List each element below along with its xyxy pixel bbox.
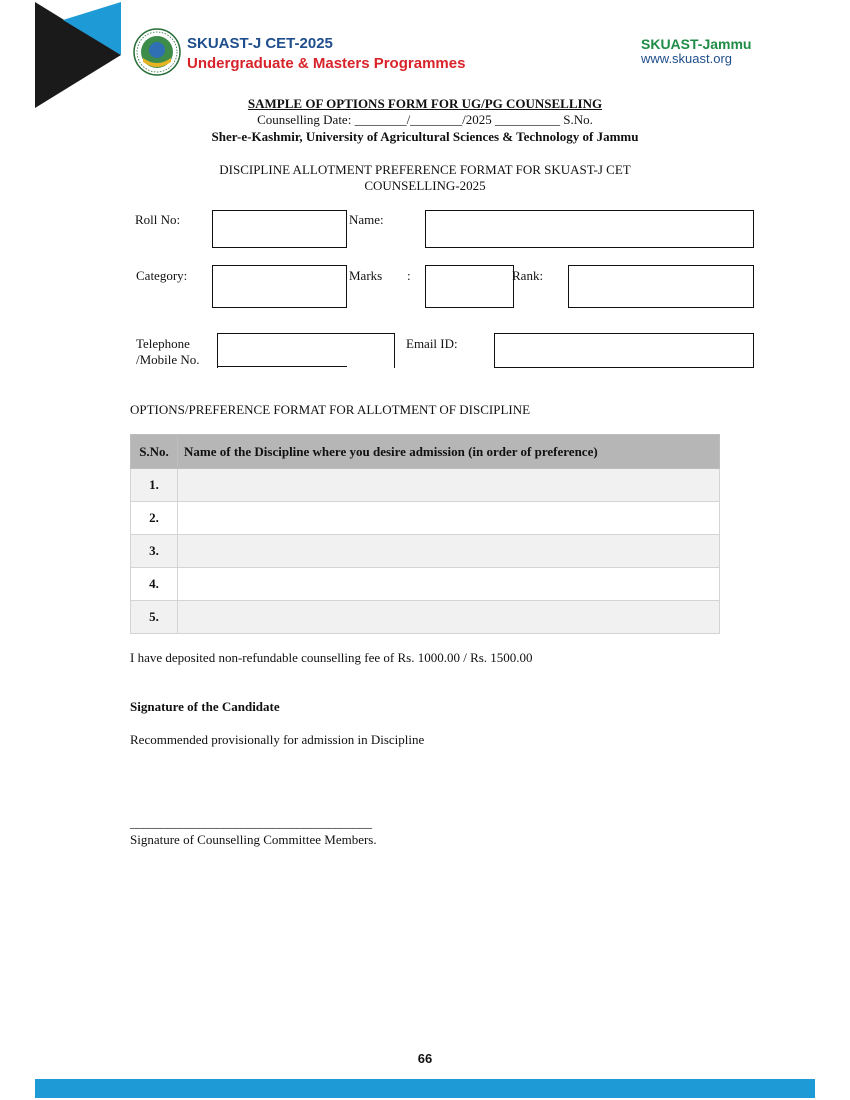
format-title-line-1: DISCIPLINE ALLOTMENT PREFERENCE FORMAT FOR SKUAST-J CET [219, 162, 631, 177]
recommended-text: Recommended provisionally for admission in Discipline [130, 732, 425, 747]
university-logo [133, 28, 181, 76]
discipline-cell[interactable] [178, 601, 720, 634]
row-number: 5. [131, 601, 178, 634]
rank-field[interactable] [568, 265, 754, 308]
header-org: SKUAST-Jammu [641, 36, 752, 52]
preference-table [130, 434, 720, 634]
discipline-cell[interactable] [178, 535, 720, 568]
table-row [131, 535, 720, 568]
row-number: 3. [131, 535, 178, 568]
category-label: Category: [136, 268, 188, 283]
table-row [131, 502, 720, 535]
email-label: Email ID: [406, 336, 458, 351]
sno-header: S.No. [131, 435, 178, 469]
telephone-field[interactable] [217, 333, 395, 368]
corner-triangle-graphic [35, 2, 121, 108]
row-number: 2. [131, 502, 178, 535]
discipline-cell[interactable] [178, 502, 720, 535]
email-field[interactable] [494, 333, 754, 368]
header-subtitle: Undergraduate & Masters Programmes [187, 55, 466, 72]
candidate-signature-label: Signature of the Candidate [130, 699, 280, 714]
name-label: Name: [349, 212, 384, 227]
table-row [131, 469, 720, 502]
doc-heading: SAMPLE OF OPTIONS FORM FOR UG/PG COUNSELLING [247, 96, 603, 111]
row-number: 1. [131, 469, 178, 502]
header-website[interactable]: www.skuast.org [641, 51, 733, 66]
marks-colon: : [407, 268, 411, 283]
name-field[interactable] [425, 210, 754, 248]
table-row [131, 601, 720, 634]
telephone-label-line-1: Telephone [136, 336, 190, 351]
discipline-header: Name of the Discipline where you desire admission (in order of preference) [178, 435, 720, 469]
footer-accent-bar [35, 1079, 815, 1098]
table-row [131, 568, 720, 601]
discipline-cell[interactable] [178, 469, 720, 502]
committee-signature-label: Signature of Counselling Committee Members. [130, 832, 377, 847]
telephone-label-line-2: /Mobile No. [136, 352, 200, 367]
page-number: 66 [417, 1051, 433, 1066]
university-name: Sher-e-Kashmir, University of Agricultural Sciences & Technology of Jammu [211, 129, 639, 144]
roll-no-label: Roll No: [135, 212, 181, 227]
header-title: SKUAST-J CET-2025 [187, 35, 333, 52]
telephone-field-underline [217, 366, 347, 367]
format-title-line-2: COUNSELLING-2025 [364, 178, 486, 193]
fee-statement: I have deposited non-refundable counselling fee of Rs. 1000.00 / Rs. 1500.00 [130, 650, 533, 665]
row-number: 4. [131, 568, 178, 601]
marks-field[interactable] [425, 265, 514, 308]
options-heading: OPTIONS/PREFERENCE FORMAT FOR ALLOTMENT OF DISCIPLINE [130, 402, 531, 417]
rank-label: Rank: [512, 268, 544, 283]
signature-line: _______________________________________ [130, 815, 372, 830]
discipline-cell[interactable] [178, 568, 720, 601]
category-field[interactable] [212, 265, 347, 308]
roll-no-field[interactable] [212, 210, 347, 248]
counselling-date-line: Counselling Date: ________/________/2025 __________ S.No. [257, 112, 593, 127]
marks-label: Marks [349, 268, 383, 283]
table-header-row [131, 435, 720, 469]
